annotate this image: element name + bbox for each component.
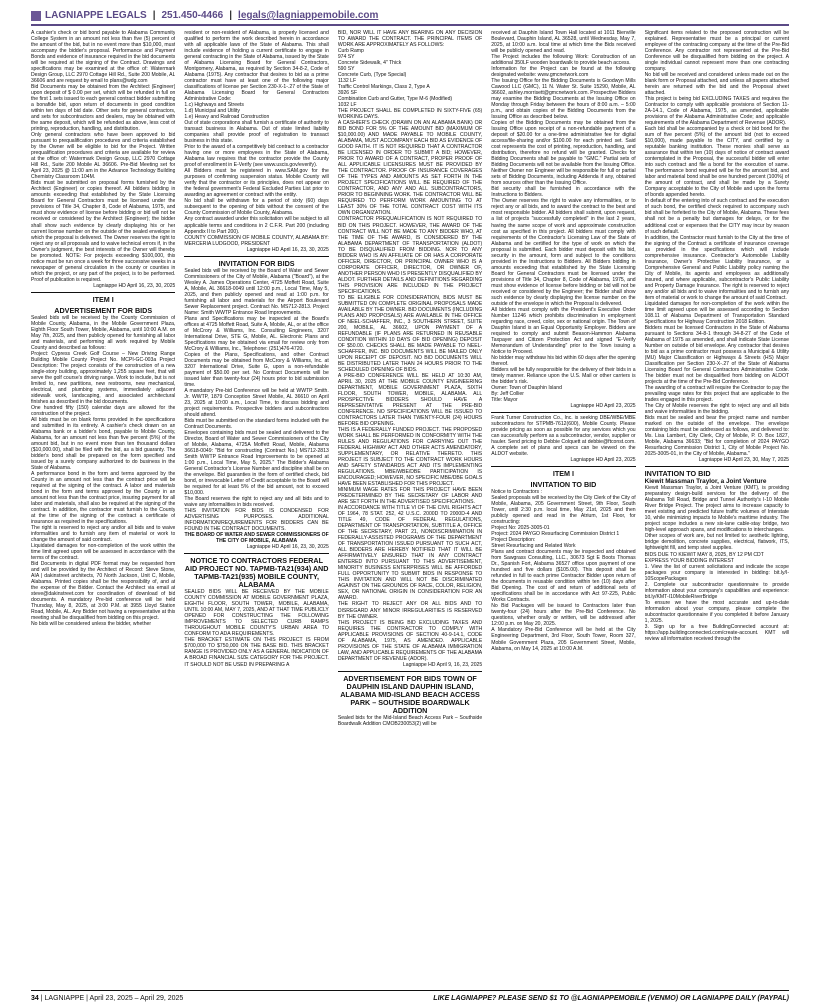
page-header xyxy=(31,9,789,22)
notice-paragraph: THE RIGHT TO REJECT ANY OR ALL BIDS AND TO DISREGARD ANY MINOR IRREGULARITIES IS RESERVED BY THE OWNER. xyxy=(337,601,483,620)
notice-paragraph: 590 SY xyxy=(337,66,355,73)
notice-paragraph: All bidders must comply with the President's Executive Order Number 11246 which prohibits discrimination in employment regarding race, creed, color, sex or national origin. The Town of Dauphin Island is an Equal Opportunity Employer. Bidders are required to comply and submit Beason-Hammon Alabama Taxpayer and Citizen Protection Act and signed "E-Verify Memorandum of Understanding" prior to the Town issuing a Notice to Proceed. xyxy=(491,306,636,355)
notice-paragraph: Information for the Project can be found at the following designated website: www.gmcnetwork.com xyxy=(491,66,636,79)
notice-paragraph: Liquidated damages for non-completion of the work within the time limit agreed upon will be assessed according to Section 108.11 of Alabama Department of Transportation Standard Specifications for Highway Construction 2018 Edition. xyxy=(644,300,790,325)
notice-paragraph: 3926 SF xyxy=(337,90,358,97)
section-title: LAGNIAPPE LEGALS xyxy=(45,10,147,21)
notice-paragraph: Out of state corporations shall furnish a certificate of authority to transact business in Alabama. Out of state limited liability companies shall provide proof of registration to transact business in this state. xyxy=(184,120,329,145)
notice-divider xyxy=(184,553,328,554)
notice-paragraph: 1032 LF xyxy=(337,102,357,109)
notice-divider xyxy=(184,256,328,257)
notice-paragraph: Each bid shall be accompanied by a check or bid bond for the sum of five percent (5%) of the amount bid (not to exceed $10,000), made payable to the CITY, and certified by a reputable banking institution. These monies shall serve as assurance that within ten (10) days of notice of contract award contemplated in the Proposal, the successful bidder will enter into such contract and file a bond for the execution of same. The performance bond required will be for the amount bid, and labor and material bond shall be one hundred percent (100%) of the amount of contract, and shall be made by a Surety Company acceptable to the City of Mobile and upon the forms of bonds appended hereto. xyxy=(644,126,790,199)
notice-paragraph: No bid will be received and considered unless made out on the blank form or Proposal attached, and unless all papers attached herein are returned with the bid and the Proposal sheet attached. xyxy=(644,72,790,97)
notice-paragraph: Bidders will be fully responsible for the delivery of their bids in a timely manner. Reliance upon the U.S. Mail or other carriers is the bidder's risk. xyxy=(491,366,636,385)
notice-paragraph: Any contract awarded under this solicitation will be subject to all applicable terms and conditions in 2 C.F.R. Part 200 (including Appendix II to Part 200). xyxy=(184,216,329,235)
notice-paragraph: Sealed bids will be received by the Board of Water and Sewer Commissioners of the City of Mobile, Alabama ("Board"), at the Wesley A. James Operations Center, 4725 Moffett Road, Suite A, Mobile, AL 36618-0049 until 12:00 p.m., Local Time, May 5, 2025, and then publicly opened and read at 1:00 p.m. for furnishing all labor and materials for the Airport Boulevard Sewer Replacement project. Contract No. MS712-2813. Project Name: Smith WWTP Entrance Road Improvements. xyxy=(184,267,329,316)
notice-heading: ADVERTISEMENT FOR BIDS TOWN OF DAUPHIN ISLAND DAUPHIN ISLAND, ALABAMA MID-ISLAND BEACH ACCESS PARK – SOUTHSIDE BOARDWALK ADDITION xyxy=(340,673,480,715)
notice-divider xyxy=(645,466,789,467)
notice-paragraph: By: Jeff Collier xyxy=(491,390,524,397)
notice-paragraph: In default of the entering into of such contract and the execution of such bond, the certified check required to accompany such bid shall be forfeited to the City of Mobile, Alabama. These fees shall not be a penalty but damages for delays, or for the additional cost or expenses that the CITY may incur by reason of such default. xyxy=(644,198,790,235)
notice-divider xyxy=(491,466,635,467)
notice-column-4 xyxy=(491,30,635,985)
notice-paragraph: No bidder may withdraw his bid within 60 days after the opening thereof. xyxy=(491,354,636,367)
notice-paragraph: Project: Cypress Creek Golf Course – New Driving Range Building Mobile County Project No. MCPI-GC-003a Project Description: The project consists of the construction of a new single-story building, approximately 1,255 square feet, that will serve the golf course's driving range. Work to include, but is not limited to, new partitions, new restrooms, new mechanical, electrical, and plumbing systems, immediately adjacent sidewalk work, landscaping, and associated architectural finishes as described in the bid documents. xyxy=(31,350,176,405)
notice-paragraph: Copies of the Plans, Specifications, and other Contract Documents may be obtained from McCrory & Williams, Inc. at 3207 International Drive, Suite G, upon a non-refundable payment of $50.00 per set. No Contract Documents will be issued later than twenty-four (24) hours prior to bid submission time. xyxy=(184,351,329,388)
ad-run-dates: Lagniappe HD April 23, 2025 xyxy=(570,457,636,464)
notice-paragraph: 1.d) Municipal and Utility xyxy=(184,108,240,115)
notice-paragraph: Only general contractors who have been approved to bid pursuant to prequalification procedures and criteria established by the Owner will be eligible to bid for the Project. Written prequalification procedures and criteria are available for review at the office of: Watermark Design Group, LLC 2970 Cottage Hill Rd., Suite 200 Mobile AL 36606. Pre-Bid Meeting set for April 23, 2025 @ 11:00 am in the Advance Technology Building Chemistry Classroom 104M. xyxy=(31,132,176,181)
notice-paragraph: THE BRACKET ESTIMATE ON THIS PROJECT IS FROM $700,000 TO $750,000 ON THE BASE BID. THIS BRACKET RANGE IS PROVIDED ONLY AS A GENERAL INDICATION OF A BROAD FINANCIAL SIZE CATEGORY FOR THE PROJECT. IT SHOULD NOT BE USED IN PREPARING A xyxy=(184,637,329,668)
notice-paragraph: A performance bond in the form and terms approved by the County in an amount not less than the contract price will be required at the signing of the contract. A labor and materials bond in the form and terms approved by the County in an amount not less than the contract price, insuring payment for all labor and materials, shall also be required at the signing of the contract. In addition, the contractor must furnish to the County at the time of the signing of the contract a certificate of insurance as required in the specifications. xyxy=(31,471,176,526)
ad-run-dates: Lagniappe HD April 16, 23, 30, 2025 xyxy=(246,246,329,253)
ad-run-dates: Lagniappe HD April 23, 2025 xyxy=(570,402,636,409)
notice-paragraph: Project Description: xyxy=(491,537,536,544)
notice-heading: INVITATION FOR BIDS xyxy=(218,258,295,268)
header-phone: 251.450-4466 xyxy=(161,10,224,21)
notice-divider xyxy=(491,412,635,413)
notice-paragraph: A CASHIER'S CHECK (DRAWN ON AN ALABAMA BANK) OR BID BOND FOR 5% OF THE AMOUNT BID (MAXIMUM OF $10,000.00) AND MADE PAYABLE TO MOBILE COUNTY, ALABAMA, MUST ACCOMPANY EACH BID AS EVIDENCE OF GOOD FAITH. IT IS NOT REQUIRED THAT A CONTRACTOR BE LICENSED IN ORDER TO SUBMIT A BID; HOWEVER, PRIOR TO AWARD OF A CONTRACT, PROPER PROOF OF ALL APPLICABLE LICENSURES MUST BE PROVIDED BY THE CONTRACTOR. PROOF OF INSURANCE COVERAGES OF THE TYPES AND AMOUNTS AS SET FORTH IN THE PROJECT SPECIFICATIONS WILL BE REQUIRED OF THE CONTRACTOR, AND ANY AND ALL SUBCONTRACTORS, PRIOR TO BEGINNING WORK. THE CONTRACTOR WILL BE REQUIRED TO PERFORM WORK AMOUNTING TO AT LEAST 30% OF THE TOTAL CONTRACT COST WITH ITS OWN ORGANIZATION. xyxy=(337,120,483,217)
header-rule xyxy=(31,24,789,26)
notice-paragraph: Frank Turner Construction Co., Inc. is seeking DBE/WBE/MBE subcontractors for STPMB-7612(600), Mobile County. Please provide pricing as soon as possible for any services which you can successfully perform as a subcontractor, vendor, supplier or hauler. Send pricing to Debbie Colquett at debbie@ftconst.com. A complete set of plans and specs can be viewed on the ALDOT website. xyxy=(491,414,636,458)
notice-paragraph: MINIMUM WAGE RATES FOR THIS PROJECT HAVE BEEN PREDETERMINED BY THE SECRETARY OF LABOR AND ARE SET FORTH IN THE ADVERTISED SPECIFICATIONS. xyxy=(337,487,483,506)
notice-paragraph: Title: Mayor xyxy=(491,396,518,403)
notice-heading: INVITATION TO BID xyxy=(530,480,597,490)
notice-heading: ITEM I xyxy=(552,469,574,479)
notice-paragraph: Bids must be sealed and bear the project name and number marked on the outside of the envelope. The envelope containing bids must be addressed as follows, and delivered to: Ms. Lisa Lambert, City Clerk, City of Mobile, P. O. Box 1827, Mobile, Alabama 36633; "Bid for completion of 2024 PAYGO Resurfacing Commission District 1, City of Mobile Project No. 2025-3005-01, in the City of Mobile, Alabama." xyxy=(644,415,790,458)
page-footer xyxy=(31,993,789,1005)
notice-divider xyxy=(31,292,175,293)
notice-paragraph: Bid Documents in digital PDF format may be requested from and will be provided by the Architect of Record: Steve Stone, AIA | dakinstreet architects, 70 North Jackson, Unit C, Mobile, Alabama. Printed copies shall be the responsibility of, and at the expense of the Bidder. Contact the Architect via email at steve@dakinstreet.com for coordination of download of bid documents. A mandatory Pre-bid conference will be held Thursday, May 8, 2025, at 3:00 P.M. at 3955 Lloyd Station Road, Mobile, AL. Any Bidder not having a representative at this meeting shall be disqualified from bidding on this project. xyxy=(31,561,176,622)
notice-paragraph: Other scopes of work are, but not limited to: aesthetic lighting, bridge demolition, concrete supplies, electrical, flatwork, ITS, lightweight fill, and temp steel supplies. xyxy=(644,533,790,552)
notice-paragraph: received at Dauphin Island Town Hall located at 1011 Bienville Boulevard, Dauphin Island, AL 36528, until Wednesday, May 7, 2025, at 10:00 a.m. local time at which time the Bids received will be publicly opened and read. xyxy=(491,30,636,55)
notice-column-2 xyxy=(184,30,328,985)
notice-paragraph: Curb Ramp xyxy=(337,48,364,55)
notice-paragraph: Bids must be submitted on the standard forms included with the Contract Documents. xyxy=(184,417,329,430)
ad-run-dates: Lagniappe HD April 9, 16, 23, 2025 xyxy=(402,661,483,668)
notice-paragraph: Combination Curb and Gutter, Type M-6 (Modified) xyxy=(337,96,453,103)
notice-paragraph: Prior to the award of a competitively bid contract to a contractor having one or more employees in the State of Alabama, Alabama law requires that the contractor provide the County proof of enrollment in E-Verify (see www.uscis.gov/everify). xyxy=(184,144,329,169)
notice-paragraph: One hundred fifty (150) calendar days are allowed for the construction of the project. xyxy=(31,404,176,417)
notice-paragraph: 1. View the list of current solicitations and indicate the scope packages your company is interested in bidding: bit.ly/I-10ScopePackages xyxy=(644,563,790,582)
legal-notices-columns xyxy=(31,30,789,985)
notice-paragraph: Envelopes containing bids must be sealed and delivered to the Director, Board of Water and Sewer Commissioners of the City of Mobile, Alabama, 4725A Moffett Road, Mobile, Alabama 36618-0049: "Bid for constructing (Contract No.) MS712-2813 Smith WWTP Entrance Road Improvements to be opened at 1:00 p.m., Local Time, May 5, 2025." The Bidder's Alabama General Contractor's License Number and discipline shall be on the envelope. Bid guaranties in the form of certified check, bid bond, or irrevocable Letter of Credit acceptable to the Board will be required for at least 5% of the bid amount, not to exceed $10,000. xyxy=(184,430,329,497)
header-separator: | xyxy=(229,10,233,21)
notice-paragraph: All Bidders must be registered in www.SAM.gov for the purposes of confirming suspension status. Mobile County will verify that the contractor or its principles, does not appear on the federal government's Federal Excluded Parties List prior to awarding an agreement or contract with the entity. xyxy=(184,168,329,199)
notice-paragraph: Sealed bids will be received by the County Commission of Mobile County, Alabama, in the Mobile Government Plaza, Eighth Floor South Tower, Mobile, Alabama, until 10:00 A.M. on May 7th, 2025, and then publicly opened for furnishing all labor and materials, and performing all work required by Mobile County and described as follows: xyxy=(31,314,176,351)
notice-paragraph: THE PROJECT SHALL BE COMPLETED IN SIXTY-FIVE (65) WORKING DAYS. xyxy=(337,108,483,121)
notice-paragraph: Bids must be submitted on proposal forms furnished by the Architect (Engineer) or copies thereof. All bidders bidding in amounts exceeding that established by the State Licensing Board for General Contractors must be licensed under the provisions of Title 34, Chapter 8, Code of Alabama, 1975, and must show evidence of license before bidding or bid will not be received or considered by the Architect (Engineer); the bidder shall show such evidence by clearly displaying his or her current license number on the outside of the sealed envelope in which the proposal is delivered. The Owner reserves the right to reject any or all proposals and to waive technical errors if, in the Owner's judgment, the best interests of the Owner will thereby be promoted. NOTE: For projects exceeding $100,000, this notice must be run once a week for three successive weeks in a newspaper of general circulation in the county or counties in which the project, or any part of the project, is to be performed. Proof of publication is required. xyxy=(31,180,176,283)
notice-paragraph: Project No: 2025-3005-01 xyxy=(491,525,550,532)
footer-rule xyxy=(31,990,789,991)
notice-paragraph: The Owner reserves the right to waive any informalities, or to reject any or all bids, and to award the contract to the best and most responsible bidder. All bidders shall submit, upon request, a list of projects "successfully completed" in the last 2 years, having the same scope of work and approximate construction cost as specified in this project. All bidders must comply with requirements of the Contractor's Licensing Law of the State of Alabama and be certified for the type of work on which the proposal is submitted. Each bidder must deposit with his bid, security in the amount, form and subject to the conditions provided in the Instructions to Bidders. All Bidders bidding in amounts exceeding that established by the State Licensing Board for General Contractors must be licensed under the provisions of Title 34, Chapter 8, Code of Alabama, 1975, and must show evidence of license before bidding or bid will not be received or considered by the Engineer; the Bidder shall show such evidence by clearly displaying the license number on the outside of the envelope in which the Proposal is delivered. xyxy=(491,198,636,307)
notice-paragraph: Bid security shall be furnished in accordance with the Instructions to Bidders. xyxy=(491,186,636,199)
notice-paragraph: A Mandatory Pre-Bid Conference will be held at the City Engineering Department, 3rd Floor, South Tower, Room 327, Mobile Government Plaza, 205 Government Street, Mobile, Alabama, on May 14, 2025 at 10:00 A.M. xyxy=(491,627,636,652)
notice-paragraph: This project is being bid EXCLUDING TAXES and requires the Contractor to comply with applicable provisions of Section 11-2A-14.1, Code of Alabama, 1975, as amended, applicable provisions of the Alabama Administrative Code; and applicable requirements of the Alabama Department of Revenue (ADOR). xyxy=(644,96,790,127)
ad-run-dates: Lagniappe HD April 16, 23, 30, 2025 xyxy=(93,282,176,289)
notice-paragraph: COUNTY COMMISSION OF MOBILE COUNTY, ALABAMA BY: MERCERIA LUDGOOD, PRESIDENT xyxy=(184,234,329,247)
signature-block: THE BOARD OF WATER AND SEWER COMMISSIONERS OF THE CITY OF MOBILE, ALABAMA xyxy=(184,532,329,545)
notice-paragraph: All bids must be on blank forms provided in the specifications and submitted in its entirety. A cashier's check drawn on an Alabama bank or a bidder's bond, payable to Mobile County, Alabama, for an amount not less than five percent (5%) of the amount bid, but in no event more than ten thousand dollars ($10,000.00), shall be filed with the bid, as a bid guaranty. The bidder's bond shall be prepared on the form specified and issued by a surety company authorized to do business in the State of Alabama. xyxy=(31,416,176,472)
notice-paragraph: 3. Sign up for a free BuildingConnected account at: https://app.buildingconnected.com/create-account. KMT will review all information received through the xyxy=(644,623,790,642)
notice-paragraph: resident or non-resident of Alabama, is properly licensed and qualified to perform the work described herein in accordance with all applicable laws of the State of Alabama. This shall include evidence of holding a current certificate to engage in general contracting in the State of Alabama, issued by the State of Alabama Licensing Board for General Contractors, Montgomery, Alabama, as required by Section 34-8-2, Code of Alabama (1975). Any contractor that desires to bid as a prime contractor must have at least one of the following major classifications of license per Section 230-X-1-.27 of the State of Alabama Licensing Board for General Contractors Administrative Code: xyxy=(184,30,329,103)
notice-heading: INVITATION TO BID xyxy=(644,469,711,479)
ad-run-dates: Lagniappe HD April 23, 30, May 7, 2025 xyxy=(698,457,790,464)
notice-divider xyxy=(338,671,482,672)
notice-paragraph: Sealed bids for the Mid-Island Beach Access Park – Southside Boardwalk Addition CMOB230053(2) will be xyxy=(337,714,483,727)
notice-subheading: Kiewit Massman Traylor, a Joint Venture xyxy=(644,478,767,486)
footer-publication: LAGNIAPPE xyxy=(44,995,85,1002)
notice-heading: NOTICE TO CONTRACTORS FEDERAL AID PROJECT NO. TAPMB-TA21(934) AND TAPMB-TA21(935) MOBILE COUNTY, ALABAMA xyxy=(184,556,329,590)
notice-paragraph: In addition, the Contractor must furnish to the City at the time of the signing of the Contract a certificate of insurance coverage as provided in the specifications which will include comprehensive insurance. Contractor's Automobile Liability Insurance, Owner's Protective Liability Insurance, or a Comprehensive General and Public Liability policy naming the City of Mobile, its agents and employees as additionally insured, and where applicable, subcontractor's Public Liability and Property Damage Insurance. The right is reserved to reject any and/or all bids and to waive informalities and to furnish any item of material or work to change the amount of said Contract. xyxy=(644,234,790,301)
notice-paragraph: Traffic Control Markings, Class 2, Type A xyxy=(337,84,430,91)
ad-run-dates: Lagniappe HD April 16, 23, 30, 2025 xyxy=(246,544,329,551)
notice-paragraph: No bid shall be withdrawn for a period of sixty (60) days subsequent to the opening of bids without the consent of the County Commission of Mobile County, Alabama. xyxy=(184,198,329,217)
notice-paragraph: To ensure we have the most accurate and up-to-date information about your company, please complete the subcontractor questionnaire if you completed it before January 1, 2025. xyxy=(644,599,790,624)
footer-dates: April 23, 2025 – April 29, 2025 xyxy=(89,995,184,1002)
notice-paragraph: THIS INVITATION FOR BIDS IS CONDENSED FOR ADVERTISING PURPOSES. ADDITIONAL INFORMATION/REQUIREMENTS FOR BIDDERS CAN BE FOUND IN THE CONTRACT DOCUMENTS. xyxy=(184,508,329,533)
notice-column-3 xyxy=(338,30,482,985)
notice-paragraph: A cashier's check or bid bond payable to Alabama Community College System in an amount not less than five (5) percent of the amount of the bid, but in no event more than $10,000, must accompany the bidder's proposal. Performance and Payment Bonds and evidence of insurance required in the bid documents will be required at the signing of the Contract. Drawings and specifications may be examined at the office of: Watermark Design Group, LLC 2970 Cottage Hill Rd., Suite 200 Mobile, AL 36606 and are request by email to plans@wdg.com xyxy=(31,30,176,85)
notice-paragraph: Kiewit Massman Traylor, a Joint Venture (KMT), is providing preparatory design-build services for the delivery of the Alabama Toll Road, Bridge and Tunnel Authority's I-10 Mobile River Bridge Project. The project aims to increase capacity to meet existing and predicted future traffic volumes of Interstate 10, while minimizing impacts to Mobile's maritime industry. The project scope includes a new six-lane cable-stay bridge, two high-level approach spans, and modifications to interchanges. xyxy=(644,485,790,534)
notice-paragraph: Sealed proposals will be received by the City Clerk of the City of Mobile, Alabama, 205 Government Street, 9th Floor, South Tower, until 2:30 p.m. local time, May 21st, 2025 and then publicly opened and read in the Atrium, 1st Floor, for constructing: xyxy=(491,495,636,526)
notice-paragraph: BIDS DUE TO KIEWIT MAY 8, 2025, BY 12 PM CDT xyxy=(644,551,764,558)
notice-paragraph: The Issuing Office for the Bidding Documents is Goodwyn Mills Cawood LLC (GMC), 11 N. Water St. Suite 15290, Mobile, AL 36602, ashley.morrisett@gmcnetwork.com. Prospective Bidders may examine the Bidding Documents at the Issuing Office on Monday through Friday between the hours of 8:00 a.m. – 5:00 p.m., and obtain copies of the Bidding Documents from the Issuing Office as described below. xyxy=(491,78,636,121)
notice-paragraph: 1.c) Highways and Streets xyxy=(184,102,244,109)
notice-paragraph: SEALED BIDS WILL BE RECEIVED BY THE MOBILE COUNTY COMMISSION AT MOBILE GOVERNMENT PLAZA, EIGHTH FLOOR, SOUTH TOWER, MOBILE, ALABAMA, UNTIL 10:00 AM, MAY 7, 2025, AND AT THAT TIME PUBLICLY OPENED FOR CONSTRUCTING THE FOLLOWING IMPROVEMENTS TO SELECTED CURB RAMPS THROUGHOUT MOBILE COUNTY'S URBAN AREA TO CONFORM TO ADA REQUIREMENTS. xyxy=(184,589,329,638)
header-email-link[interactable]: legals@lagniappemobile.com xyxy=(238,10,379,21)
notice-paragraph: Plans and Specifications may be inspected at the Board's offices at 4725 Moffett Road, Suite A, Mobile, AL, or at the office of McCrory & Williams, Inc. Consulting Engineers, 3207 International Drive, STE G, Mobile, AL. Electronic Plans and Specifications may be obtained via email for review only from McCrory & Williams, Inc., Telephone: (251)476-4720. xyxy=(184,315,329,352)
notice-paragraph: A PRE-BID CONFERENCE WILL BE HELD AT 10:30 AM, APRIL 30, 2025 AT THE MOBILE COUNTY ENGINEERING DEPARTMENT, MOBILE GOVERNMENT PLAZA, SIXTH FLOOR, SOUTH TOWER, MOBILE, ALABAMA. ALL PROSPECTIVE BIDDERS SHOULD HAVE A REPRESENTATIVE PRESENT AT THE PRE-BID CONFERENCE. NO SPECIFICATIONS WILL BE ISSUED TO CONTRACTORS LATER THAN TWENTY-FOUR (24) HOURS BEFORE BID OPENING. xyxy=(337,372,483,428)
notice-paragraph: IN ACCORDANCE WITH TITLE VI OF THE CIVIL RIGHTS ACT OF 1964, 78 STAT. 252, 42 U.S.C. 2000D TO 2000D-4 AND TITLE 49, CODE OF FEDERAL REGULATIONS, DEPARTMENT OF TRANSPORTATION, SUBTITLE A, OFFICE OF THE SECRETARY, PART 21, NONDISCRIMINATION IN FEDERALLY-ASSISTED PROGRAMS OF THE DEPARTMENT OF TRANSPORTATION ISSUED PURSUANT TO SUCH ACT, ALL BIDDERS ARE HEREBY NOTIFIED THAT IT WILL BE AFFIRMATIVELY ENSURED THAT IN ANY CONTRACT ENTERED INTO PURSUANT TO THIS ADVERTISEMENT, MINORITY BUSINESS ENTERPRISES WILL BE AFFORDED FULL OPPORTUNITY TO SUBMIT BIDS IN RESPONSE TO THIS INVITATION AND WILL NOT BE DISCRIMINATED AGAINST ON THE GROUNDS OF RACE, COLOR, RELIGION, SEX, OR NATIONAL ORIGIN IN CONSIDERATION FOR AN AWARD. xyxy=(337,505,483,602)
notice-column-5 xyxy=(645,30,789,985)
notice-paragraph: The Project includes the following Work: Construction of an additional 350LF wooden boardwalk to provide beach access. xyxy=(491,54,636,67)
notice-paragraph: CONTRACTOR PREQUALIFICATION IS NOT REQUIRED TO BID ON THIS PROJECT. HOWEVER, THE AWARD OF THE CONTRACT WILL NOT BE MADE TO ANY BIDDER WHO, AT THE TIME OF THE AWARD, IS CONSIDERED BY THE ALABAMA DEPARTMENT OF TRANSPORTATION (ALDOT) TO BE DISQUALIFIED FROM BIDDING. NOR TO ANY BIDDER WHO IS AN AFFILIATE OF OR HAS A CORPORATE OFFICER, DIRECTOR, OR PRINCIPAL OWNER WHO IS A CORPORATE OFFICER, DIRECTOR, OR OWNER OF, ANOTHER PERSON WHO IS PRESENTLY DISQUALIFIED BY ALDOT. FURTHER DETAILS AND DEFINITIONS REGARDING THIS PROVISION ARE INCLUDED IN THE PROJECT SPECIFICATIONS. xyxy=(337,216,483,295)
notice-paragraph: THIS PROJECT IS BEING BID EXCLUDING TAXES AND REQUIRES THE CONTRACTOR TO COMPLY WITH APPLICABLE PROVISIONS OF SECTION 40-9-14.1, CODE OF ALABAMA, 1975, AS AMENDED. APPLICABLE PROVISIONS OF THE STATE OF ALABAMA IMMIGRATION LAW, AND APPLICABLE REQUIREMENTS OF THE ALABAMA DEPARTMENT OF REVENUE (ADOR). xyxy=(337,619,483,662)
notice-paragraph: 974 SY xyxy=(337,54,355,61)
header-separator: | xyxy=(152,10,156,21)
notice-paragraph: Bid Documents may be obtained from the Architect (Engineer) upon deposit of $ 0.00 per set, which will be refunded in full on the first 1 sets issued to each general contract bidder submitting a bonafide bid, upon return of documents in good condition within ten days of bid date. Other sets for general contractors, and sets for subcontractors and dealers, may be obtained with the same deposit, which will be refunded as above, less cost of printing, reproduction, handling, and distribution. xyxy=(31,84,176,133)
page-number: 34 xyxy=(31,995,39,1002)
notice-paragraph: Concrete Sidewalk, 4" Thick xyxy=(337,60,402,67)
notice-paragraph: No bids will be considered unless the bidder, whether xyxy=(31,621,152,628)
notice-paragraph: No Bid Packages will be issued to Contractors later than twenty-four (24) hours after the Pre-Bid Conference. No questions, whether orally or written, will be addressed after 12:00 p.m. on May 20, 2025. xyxy=(491,603,636,628)
notice-paragraph: 1132 LF xyxy=(337,78,357,85)
notice-paragraph: The Board reserves the right to reject any and all bids and to waive any informalities in bids received. xyxy=(184,496,329,509)
notice-paragraph: THIS IS A FEDERALLY FUNDED PROJECT. THE PROPOSED WORK SHALL BE PERFORMED IN CONFORMITY WITH THE RULES AND REGULATIONS FOR CARRYING OUT THE FEDERAL HIGHWAY ACT AND OTHER ACTS AMENDATORY, SUPPLEMENTARY, OR RELATIVE THERETO. THIS PROJECT IS SUBJECT TO THE CONTRACT WORK HOURS AND SAFETY STANDARDS ACT AND ITS IMPLEMENTING REGULATIONS. MBE/WBE/DBE PARTICIPATION IS ENCOURAGED; HOWEVER, NO SPECIFIC MBE/DBE GOALS HAVE BEEN ESTABLISHED FOR THIS PROJECT. xyxy=(337,427,483,488)
notice-paragraph: Plans and contract documents may be inspected and obtained from Sawgrass Consulting, LLC., 30673 Sgt E Boots Thomas Dr., Spanish Fort, Alabama 36527 office upon payment of one hundred and five dollars ($105.00). This deposit shall be refunded in full to each prime Contractor Bidder upon return of the documents in reusable condition within ten (10) days after Bid Opening. The cost of and return of additional sets of specifications shall be in accordance with Act 97-225, Public Works Contracts. xyxy=(491,549,636,604)
notice-paragraph: 2. Complete our subcontractor questionnaire to provide information about your company's capabilities and experience: bit.ly/KMT-I10MobileRiverBridge xyxy=(644,581,790,600)
notice-paragraph: Bidders must be licensed Contractors in the State of Alabama pursuant to Sections 34-8-1 through 34-8-27 of the Code of Alabama of 1975 as amended, and shall indicate State License Number on outside of bid envelope. Any contractor that desires to bid as a prime contractor must possess a Municipal & Utility (MU) Major Classification or Highways & Streets (HS) Major Classification per Section 230-X-.27 of the State of Alabama Licensing Board for General Contractors Administrative Code. The bidder must not be disqualified from bidding on ALDOT projects at the time of the Pre-Bid Conference. xyxy=(644,324,790,385)
notice-paragraph: The right is reserved to reject any and/or all bids and to waive informalities and to furnish any item of material or work to change the amount of said contract. xyxy=(31,525,176,544)
notice-paragraph: The awarding of a contract will require the Contractor to pay the prevailing wage rates for this project that are applicable to the trades engaged in this project. xyxy=(644,384,790,403)
notice-paragraph: Owner: Town of Dauphin Island xyxy=(491,384,562,391)
notice-column-1 xyxy=(31,30,175,985)
footer-left: 34 | LAGNIAPPE | April 23, 2025 – April 29, 2025 xyxy=(31,995,184,1002)
notice-paragraph: Copies of the Bidding Documents may be obtained from the Issuing Office upon receipt of a non-refundable payment of a deposit of $20.00 for a one-time administrative fee for digital access/file-sharing and/or $100.00 for each printed set. Said cost represents the cost of printing, reproduction, handling, and distribution, therefore no refund will be granted. Checks for Bidding Documents shall be payable to "GMC." Partial sets of Bidding Documents will not be available from the Issuing Office. Neither Owner nor Engineer will be responsible for full or partial sets of Bidding Documents, including Addenda if any, obtained from sources other than the Issuing Office. xyxy=(491,120,636,187)
footer-promo: LIKE LAGNIAPPE? PLEASE SEND $1 TO @LAGNIAPPEMOBILE (VENMO) OR LAGNIAPPE DAILY (PAYPAL) xyxy=(433,995,789,1002)
notice-paragraph: The City of Mobile reserves the right to reject any and all bids and waive informalities in the bidding. xyxy=(644,402,790,415)
notice-paragraph: A mandatory Pre-bid Conference will be held at WWTP Smith. Jr. WWTP, 1879 Conception Street Mobile, AL 36610 on April 23, 2025 at 10:00 a.m., Local Time, to discuss bidding and project requirements. Prospective bidders and subcontractors should attend. xyxy=(184,387,329,418)
notice-heading: ITEM I xyxy=(92,294,114,304)
notice-paragraph: Street Resurfacing and Related Work xyxy=(491,543,576,550)
notice-paragraph: TO BE ELIGIBLE FOR CONSIDERATION, BIDS MUST BE SUBMITTED ON COMPLETE ORIGINAL PROPOSALS MADE AVAILABLE BY THE OWNER. BID DOCUMENTS (INCLUDING PLANS AND PROPOSALS) ARE AVAILABLE IN THE OFFICE OF NEEL-SCHAFFER, INC., 3 SOUTHERN STREET, SUITE 200, MOBILE, AL 36602, UPON PAYMENT OF A REFUNDABLE (IF PLANS ARE RETURNED IN REUSABLE CONDITION WITHIN 10 DAYS OF BID OPENING) DEPOSIT OF $50.00. CHECKS SHALL BE MADE PAYABLE TO NEEL-SCHAFFER, INC. BID DOCUMENTS WILL BE MAILED ONLY UPON RECEIPT OF DEPOSIT. NO BID DOCUMENTS WILL BE DISTRIBUTED LATER THAN 24 HOURS PRIOR TO THE SCHEDULED OPENING OF BIDS. xyxy=(337,294,483,373)
notice-paragraph: Notice to Contractors : xyxy=(491,489,542,496)
notice-heading: ADVERTISEMENT FOR BIDS xyxy=(54,305,153,315)
notice-paragraph: 1.e) Heavy and Railroad Construction xyxy=(184,114,270,121)
notice-paragraph: Liquidated damages for non-completion of the work within the time limit agreed upon will be assessed in accordance with the terms of the contract. xyxy=(31,543,176,562)
notice-paragraph: Project: 2024 PAYGO Resurfacing Commission District 1 xyxy=(491,531,620,538)
notice-paragraph: EXPRESS YOUR BIDDING INTEREST xyxy=(644,557,734,564)
notice-paragraph: Significant items related to the proposed construction will be explained. Representative must be a principal or current employee of the contracting company at the time of the Pre-Bid Conference. Any contractor not represented at the Pre-Bid Conference will be disqualified from bidding on the project. A single individual cannot represent more than one contracting company. xyxy=(644,30,790,73)
section-marker-icon xyxy=(31,11,41,21)
notice-paragraph: BID, NOR WILL IT HAVE ANY BEARING ON ANY DECISION TO AWARD THE CONTRACT. THE PRINCIPAL ITEMS OF WORK ARE APPROXIMATELY AS FOLLOWS: xyxy=(337,30,483,49)
notice-paragraph: Concrete Curb, (Type Special) xyxy=(337,72,407,79)
